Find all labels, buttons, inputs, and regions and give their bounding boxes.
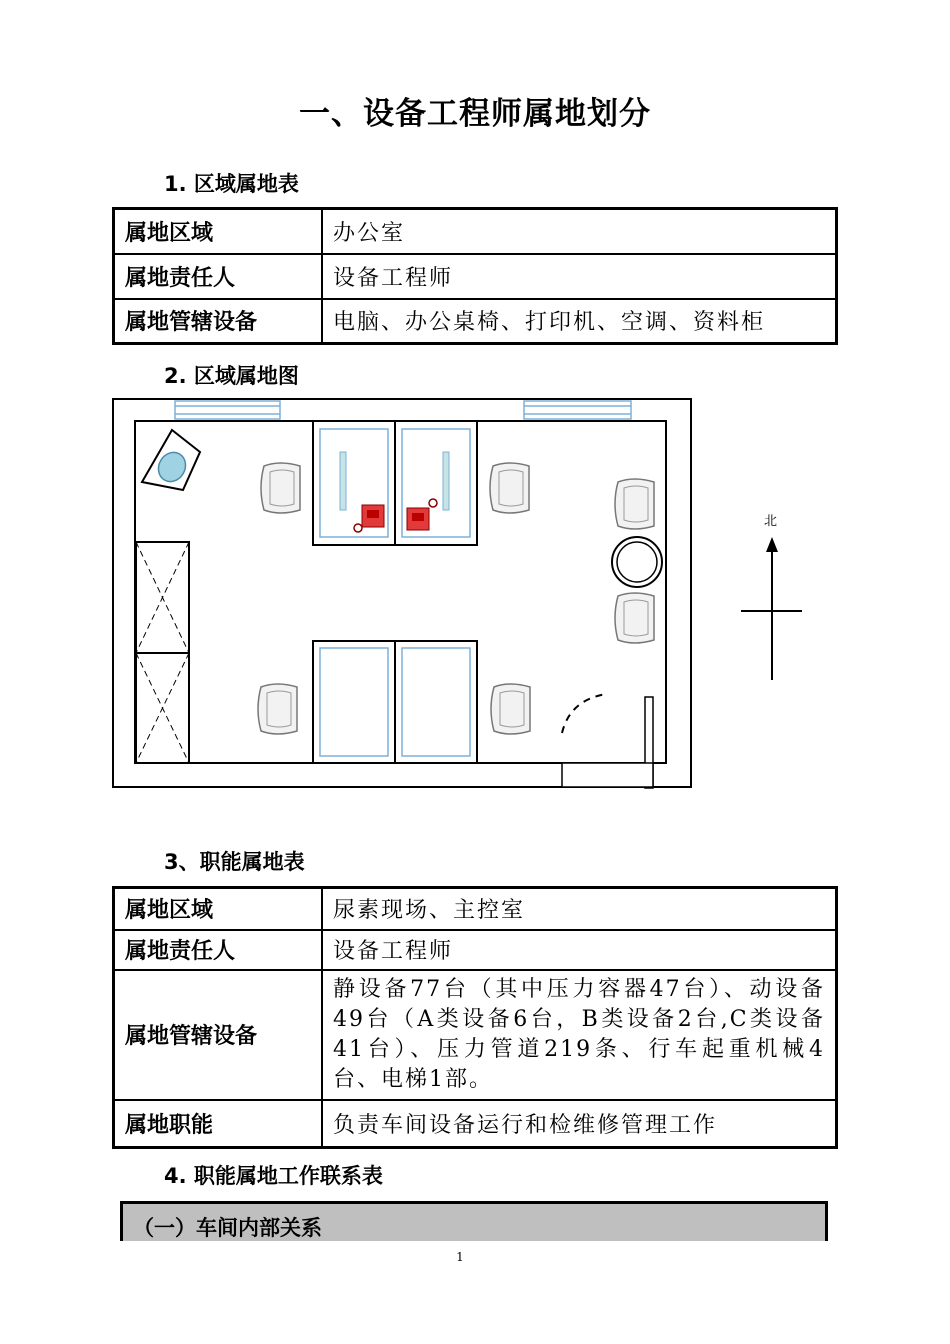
section3-heading: 3、职能属地表 [164, 850, 305, 874]
table-cell-value: 尿素现场、主控室 [322, 888, 837, 930]
table-row [114, 930, 837, 970]
chair-icon [261, 463, 300, 513]
table-cell-value: 办公室 [322, 209, 837, 254]
table-cell-value: 电脑、办公桌椅、打印机、空调、资料柜 [322, 299, 837, 344]
table-cell-label: 属地区域 [114, 888, 323, 930]
desk-bottom-right [395, 641, 477, 763]
section1-heading: 1. 区域属地表 [164, 172, 299, 196]
table-cell-label: 属地区域 [114, 209, 323, 254]
table-row [114, 888, 837, 930]
table-cell-label: 属地责任人 [114, 254, 323, 299]
round-table-icon [612, 537, 662, 587]
table-cell-value: 设备工程师 [322, 930, 837, 970]
section2-heading: 2. 区域属地图 [164, 364, 299, 388]
section4-heading: 4. 职能属地工作联系表 [164, 1164, 383, 1188]
chair-icon [490, 463, 529, 513]
door-icon [562, 694, 653, 788]
window-right [524, 401, 631, 419]
table-cell-value: 设备工程师 [322, 254, 837, 299]
page-number: 1 [456, 1250, 464, 1264]
chair-icon [491, 684, 530, 734]
table-row [114, 970, 837, 1100]
compass-label: 北 [764, 514, 778, 529]
table-cell-label: 属地管辖设备 [114, 299, 323, 344]
chair-icon [615, 593, 654, 643]
chair-icon [615, 479, 654, 529]
desk-bottom-left [313, 641, 395, 763]
relation-subheading: （一）车间内部关系 [120, 1201, 828, 1241]
table-cell-label: 属地管辖设备 [114, 970, 323, 1100]
page-title: 一、设备工程师属地划分 [299, 96, 651, 132]
table-cell-label: 属地职能 [114, 1100, 323, 1148]
north-arrow-icon [741, 537, 802, 680]
chair-icon [258, 684, 297, 734]
table-row [114, 1100, 837, 1148]
table-cell-label: 属地责任人 [114, 930, 323, 970]
window-left [175, 401, 280, 419]
table-cell-value: 负责车间设备运行和检维修管理工作 [322, 1100, 837, 1148]
table-cell-value: 静设备77台（其中压力容器47台）、动设备49台（A类设备6台，B类设备2台,C类设备41台）、压力管道219条、行车起重机械4台、电梯1部。 [322, 970, 837, 1100]
function-table [112, 886, 838, 1149]
file-cabinet-icon [136, 542, 189, 763]
basin-icon [142, 430, 200, 490]
